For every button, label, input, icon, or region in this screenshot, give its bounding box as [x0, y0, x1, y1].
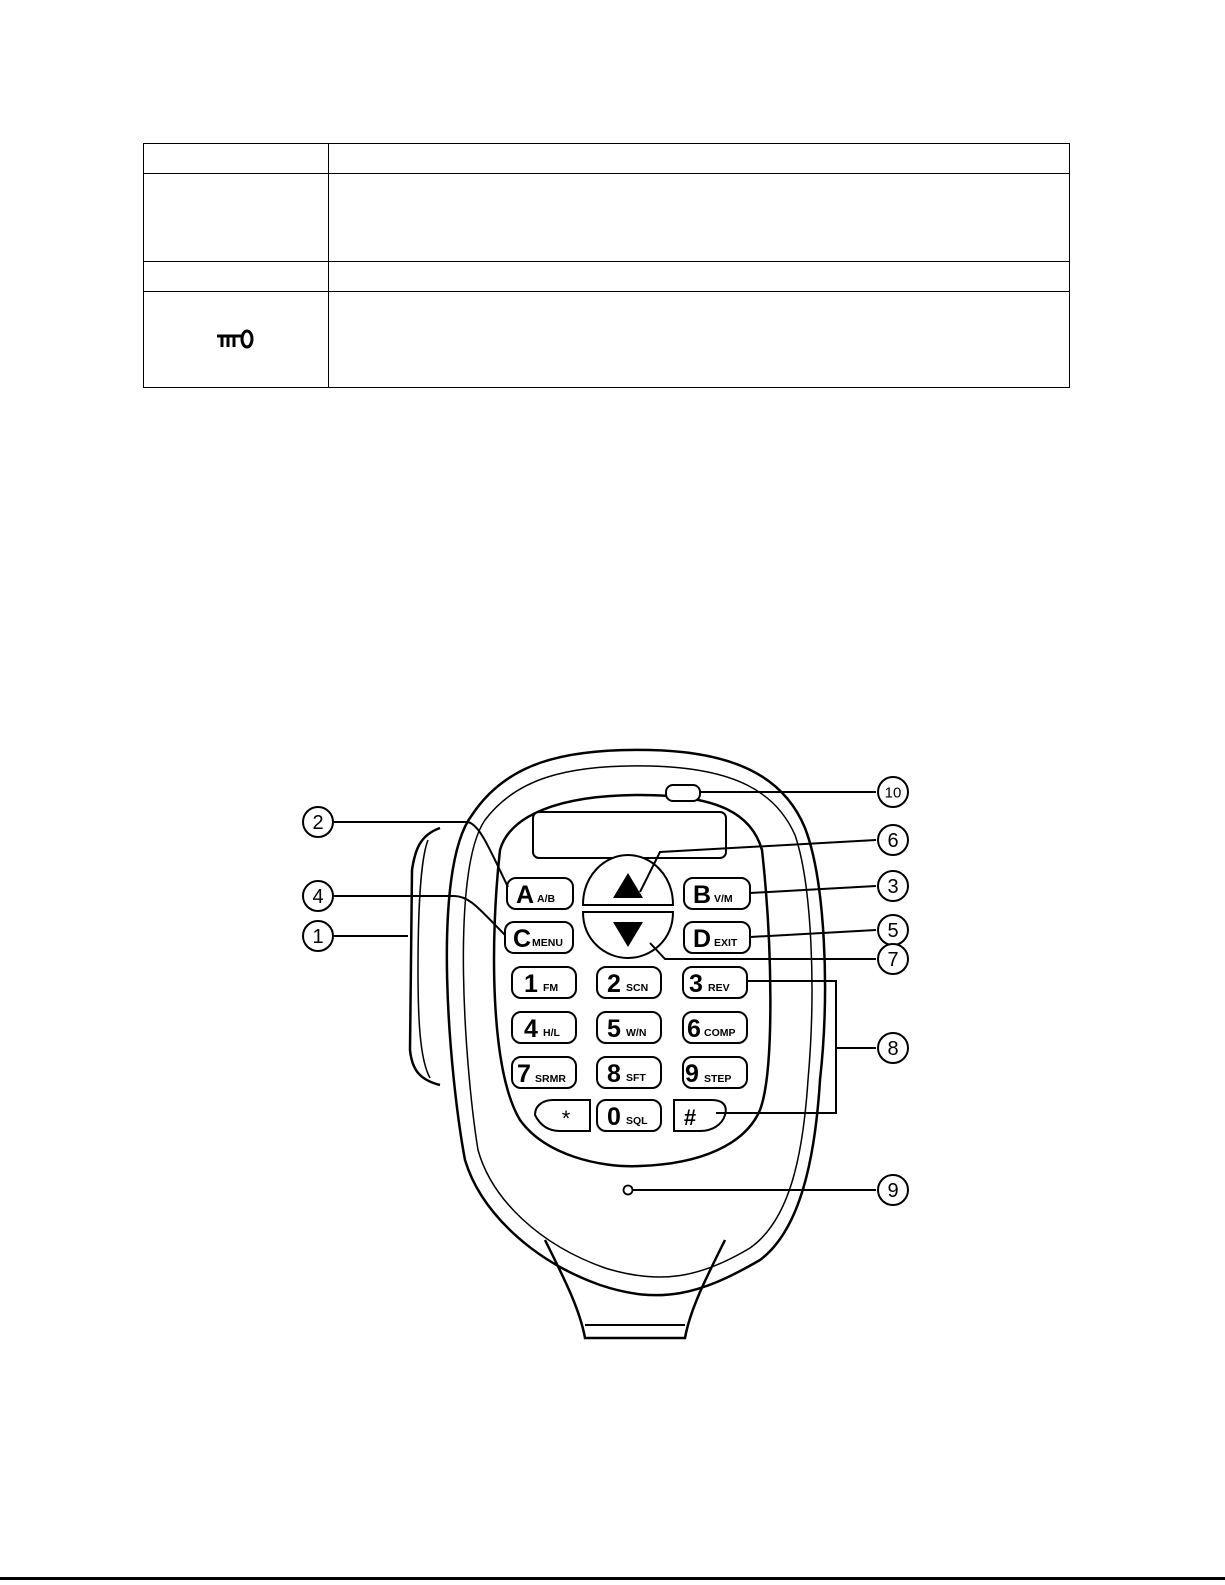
key-star[interactable]	[535, 1100, 590, 1131]
key-c-menu[interactable]	[505, 922, 573, 953]
svg-text:9: 9	[887, 1180, 899, 1202]
key-a-ab[interactable]	[507, 878, 573, 909]
key-label: #	[683, 1105, 697, 1130]
svg-text:2: 2	[312, 812, 324, 834]
key-label: 8	[607, 1060, 621, 1088]
key-sublabel: STEP	[704, 1073, 732, 1085]
microphone-diagram	[0, 740, 1225, 1360]
table-cell-icon	[144, 144, 329, 174]
key-sublabel: MENU	[532, 937, 563, 949]
callout-7	[878, 944, 908, 974]
key-sublabel: SQL	[626, 1115, 648, 1127]
key-sublabel: W/N	[626, 1027, 647, 1039]
callout-3	[878, 871, 908, 901]
key-7-srmr[interactable]	[512, 1057, 576, 1088]
key-sublabel: REV	[708, 982, 730, 994]
key-sublabel: SRMR	[535, 1073, 566, 1085]
page-bottom-rule	[0, 1577, 1225, 1580]
table-cell-description	[329, 262, 1070, 292]
key-label: D	[693, 925, 712, 953]
key-3-rev[interactable]	[683, 967, 747, 998]
svg-text:1: 1	[312, 926, 324, 948]
key-8-sft[interactable]	[597, 1057, 661, 1088]
key-label: 4	[524, 1015, 538, 1043]
key-sublabel: V/M	[714, 893, 733, 905]
svg-text:3: 3	[887, 876, 899, 898]
key-hash[interactable]	[674, 1100, 726, 1131]
key-sublabel: SFT	[626, 1072, 646, 1084]
key-label: 2	[607, 970, 621, 998]
key-label: *	[561, 1106, 571, 1131]
table-cell-icon	[144, 292, 329, 388]
key-label: 0	[607, 1103, 621, 1131]
key-sublabel: A/B	[537, 893, 556, 905]
key-2-scn[interactable]	[597, 967, 661, 998]
callout-9	[878, 1175, 908, 1205]
callout-4	[303, 881, 333, 911]
key-label: 5	[607, 1015, 621, 1043]
key-label: C	[513, 925, 532, 953]
table-row	[144, 144, 1070, 174]
key-label: A	[516, 881, 535, 909]
function-table	[143, 143, 1070, 388]
svg-text:8: 8	[887, 1038, 899, 1060]
svg-text:7: 7	[887, 949, 899, 971]
svg-text:5: 5	[887, 920, 899, 942]
key-sublabel: H/L	[543, 1027, 560, 1039]
ptt-side-key-edge	[418, 840, 430, 1078]
key-sublabel: FM	[543, 982, 559, 994]
key-label: 1	[524, 970, 538, 998]
key-label: 6	[687, 1015, 701, 1043]
led-indicator	[666, 785, 700, 801]
callout-2	[303, 807, 333, 837]
svg-text:10: 10	[884, 784, 902, 802]
callout-5	[878, 915, 908, 945]
callout-10	[878, 777, 908, 807]
key-label: B	[693, 881, 712, 909]
key-label: 7	[517, 1060, 531, 1088]
key-label: 9	[685, 1060, 699, 1088]
down-arrow-button[interactable]	[583, 912, 673, 958]
table-row	[144, 174, 1070, 262]
callout-1	[303, 921, 333, 951]
table-row	[144, 292, 1070, 388]
key-label: 3	[689, 970, 703, 998]
key-9-step[interactable]	[683, 1057, 747, 1088]
ptt-side-key	[410, 828, 440, 1085]
key-sublabel: SCN	[626, 982, 649, 994]
up-arrow-button[interactable]	[583, 855, 673, 905]
mic-hole	[624, 1186, 633, 1195]
key-0-sql[interactable]	[597, 1100, 661, 1131]
callout-8	[878, 1033, 908, 1063]
table-cell-description	[329, 292, 1070, 388]
key-5-wn[interactable]	[597, 1012, 661, 1043]
callout-6	[878, 825, 908, 855]
key-d-exit[interactable]	[684, 922, 750, 953]
key-b-vm[interactable]	[684, 878, 750, 909]
key-sublabel: EXIT	[714, 937, 738, 949]
key-1-fm[interactable]	[512, 967, 576, 998]
table-cell-icon	[144, 262, 329, 292]
table-cell-description	[329, 144, 1070, 174]
svg-text:4: 4	[312, 886, 324, 908]
table-cell-description	[329, 174, 1070, 262]
svg-text:6: 6	[887, 830, 899, 852]
table-cell-icon	[144, 174, 329, 262]
key-6-comp[interactable]	[683, 1012, 747, 1043]
lcd-display	[533, 812, 726, 858]
key-lock-icon	[213, 328, 259, 352]
table-row	[144, 262, 1070, 292]
key-sublabel: COMP	[704, 1027, 736, 1039]
key-4-hl[interactable]	[512, 1012, 576, 1043]
